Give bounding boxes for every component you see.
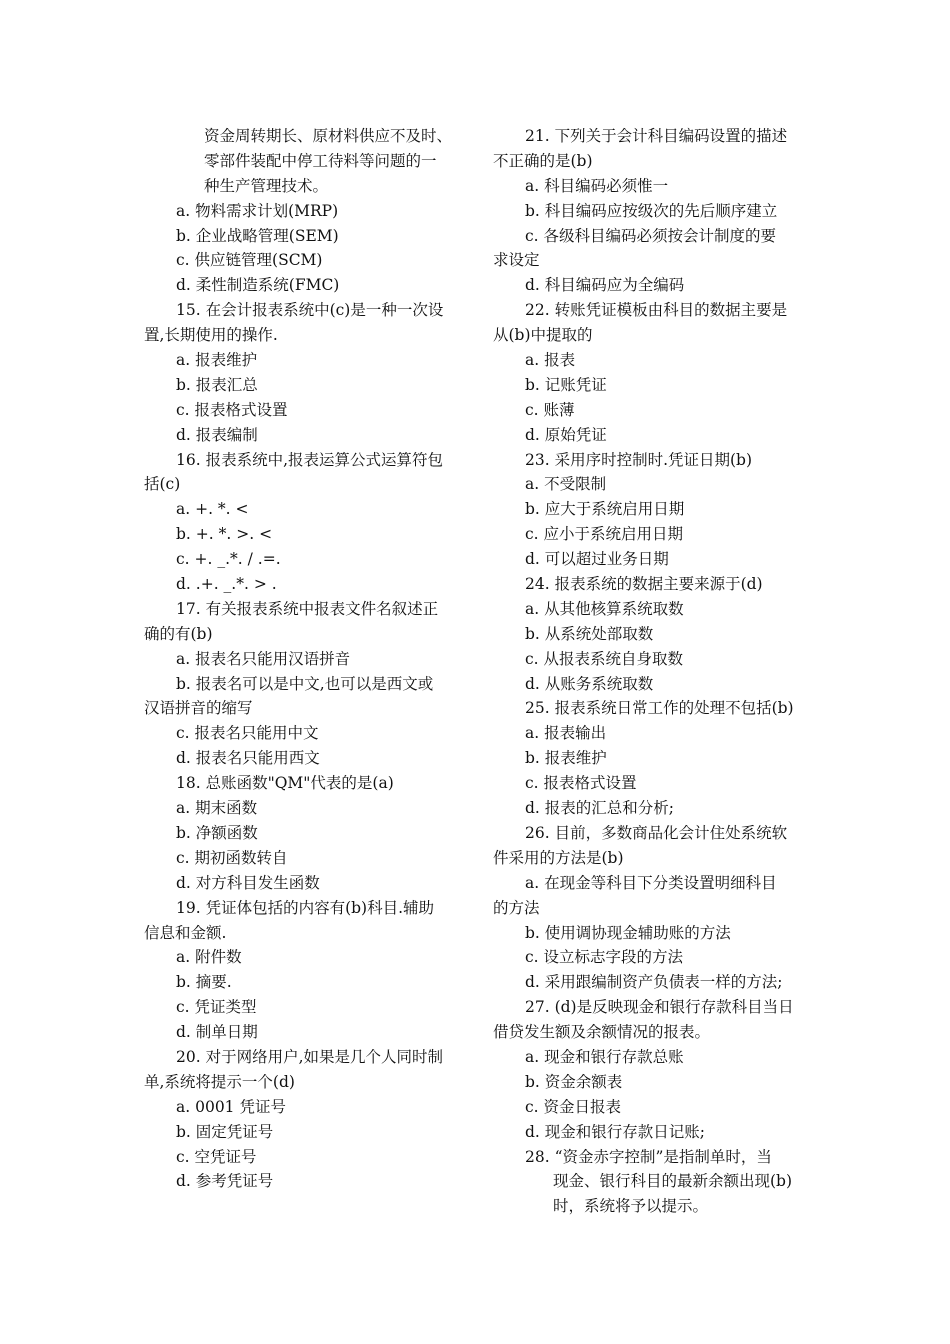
text-line: 求设定 xyxy=(493,251,540,270)
text-line: b. 从系统处部取数 xyxy=(525,624,654,643)
text-line: c. 期初函数转自 xyxy=(176,848,288,867)
text-line: c. 从报表系统自身取数 xyxy=(525,649,684,668)
text-line: 件采用的方法是(b) xyxy=(493,848,624,867)
text-line: d. 采用跟编制资产负债表一样的方法; xyxy=(525,973,783,992)
text-line: 18. 总账函数"QM"代表的是(a) xyxy=(176,774,394,793)
text-line: c. 报表格式设置 xyxy=(176,400,288,419)
text-line: 25. 报表系统日常工作的处理不包括(b) xyxy=(525,699,794,718)
text-line: 单,系统将提示一个(d) xyxy=(144,1072,295,1091)
text-line: c. 资金日报表 xyxy=(525,1097,622,1116)
text-line: c. 设立标志字段的方法 xyxy=(525,948,684,967)
text-line: c. 空凭证号 xyxy=(176,1147,257,1166)
text-line: b. 报表汇总 xyxy=(176,375,258,394)
text-line: 不正确的是(b) xyxy=(493,151,593,170)
text-line: 确的有(b) xyxy=(144,624,213,643)
text-line: a. 报表输出 xyxy=(525,724,607,743)
text-line: d. 原始凭证 xyxy=(525,425,607,444)
text-line: d. 对方科目发生函数 xyxy=(176,873,320,892)
text-line: 27. (d)是反映现金和银行存款科目当日 xyxy=(525,998,794,1017)
text-line: a. 附件数 xyxy=(176,948,242,967)
text-line: c. 报表名只能用中文 xyxy=(176,724,319,743)
text-line: 置,长期使用的操作. xyxy=(144,326,278,345)
text-line: c. 各级科目编码必须按会计制度的要 xyxy=(525,226,777,245)
text-line: b. 净额函数 xyxy=(176,823,258,842)
text-line: d. 柔性制造系统(FMC) xyxy=(176,276,340,295)
text-line: d. 从账务系统取数 xyxy=(525,674,654,693)
text-line: d. 现金和银行存款日记账; xyxy=(525,1122,705,1141)
text-line: 16. 报表系统中,报表运算公式运算符包 xyxy=(176,450,444,469)
text-line: c. 账薄 xyxy=(525,400,575,419)
text-line: b. +. *. >. < xyxy=(176,525,273,544)
text-line: a. 报表 xyxy=(525,351,576,370)
text-line: a. 科目编码必须惟一 xyxy=(525,176,669,195)
text-line: b. 报表名可以是中文,也可以是西文或 xyxy=(176,674,434,693)
text-line: 的方法 xyxy=(493,898,540,917)
text-line: d. 报表名只能用西文 xyxy=(176,749,320,768)
text-line: 资金周转期长、原材料供应不及时、 xyxy=(204,127,453,145)
left-column xyxy=(144,124,462,1194)
text-line: b. 记账凭证 xyxy=(525,375,607,394)
text-line: c. 应小于系统启用日期 xyxy=(525,525,684,544)
text-line: a. 报表维护 xyxy=(176,351,258,370)
text-line: 23. 采用序时控制时.凭证日期(b) xyxy=(525,450,753,469)
text-line: b. 科目编码应按级次的先后顺序建立 xyxy=(525,201,778,220)
text-line: d. .+. _.*. > . xyxy=(176,575,277,594)
text-line: 信息和金额. xyxy=(144,923,227,942)
text-line: a. 在现金等科目下分类设置明细科目 xyxy=(525,873,777,892)
text-line: a. 期末函数 xyxy=(176,799,258,818)
text-line: c. 报表格式设置 xyxy=(525,774,637,793)
text-line: 24. 报表系统的数据主要来源于(d) xyxy=(525,575,763,594)
text-line: a. 不受限制 xyxy=(525,475,607,494)
text-line: 28. “资金赤字控制”是指制单时，当 xyxy=(525,1147,772,1166)
text-line: 21. 下列关于会计科目编码设置的描述 xyxy=(525,127,788,145)
text-line: b. 使用调协现金辅助账的方法 xyxy=(525,923,731,942)
text-line: 时，系统将予以提示。 xyxy=(553,1197,709,1216)
text-line: 种生产管理技术。 xyxy=(204,176,329,195)
text-line: d. 科目编码应为全编码 xyxy=(525,276,685,295)
text-line: a. 物料需求计划(MRP) xyxy=(176,201,339,220)
text-line: d. 报表编制 xyxy=(176,425,258,444)
text-line: d. 报表的汇总和分析; xyxy=(525,799,674,818)
text-line: c. 凭证类型 xyxy=(176,998,257,1017)
text-line: b. 摘要. xyxy=(176,973,232,992)
right-column xyxy=(493,124,811,1219)
text-line: 20. 对于网络用户,如果是几个人同时制 xyxy=(176,1047,444,1066)
text-line: 17. 有关报表系统中报表文件名叙述正 xyxy=(176,599,439,618)
text-line: b. 固定凭证号 xyxy=(176,1122,274,1141)
text-line: 19. 凭证体包括的内容有(b)科目.辅助 xyxy=(176,898,435,917)
text-line: 26. 目前，多数商品化会计住处系统软 xyxy=(525,823,788,842)
text-line: a. 0001 凭证号 xyxy=(176,1097,286,1116)
text-line: d. 制单日期 xyxy=(176,1023,258,1042)
text-line: d. 参考凭证号 xyxy=(176,1172,274,1191)
text-line: b. 报表维护 xyxy=(525,749,607,768)
text-line: a. 从其他核算系统取数 xyxy=(525,599,684,618)
text-line: c. +. _.*. / .=. xyxy=(176,550,281,569)
text-line: 现金、银行科目的最新余额出现(b) xyxy=(553,1172,793,1191)
text-line: a. 现金和银行存款总账 xyxy=(525,1047,684,1066)
text-line: b. 应大于系统启用日期 xyxy=(525,500,685,519)
text-line: 零部件装配中停工待料等问题的一 xyxy=(204,151,437,170)
text-line: b. 企业战略管理(SEM) xyxy=(176,226,339,245)
text-line: 15. 在会计报表系统中(c)是一种一次设 xyxy=(176,301,444,320)
text-line: 括(c) xyxy=(144,475,181,494)
text-line: 从(b)中提取的 xyxy=(493,326,593,345)
text-line: 汉语拼音的缩写 xyxy=(144,699,253,718)
text-line: a. 报表名只能用汉语拼音 xyxy=(176,649,351,668)
text-line: 借贷发生额及余额情况的报表。 xyxy=(493,1023,711,1042)
text-line: d. 可以超过业务日期 xyxy=(525,550,669,569)
text-line: c. 供应链管理(SCM) xyxy=(176,251,323,270)
text-line: 22. 转账凭证模板由科目的数据主要是 xyxy=(525,301,788,320)
text-line: a. +. *. < xyxy=(176,500,249,519)
text-line: b. 资金余额表 xyxy=(525,1072,623,1091)
